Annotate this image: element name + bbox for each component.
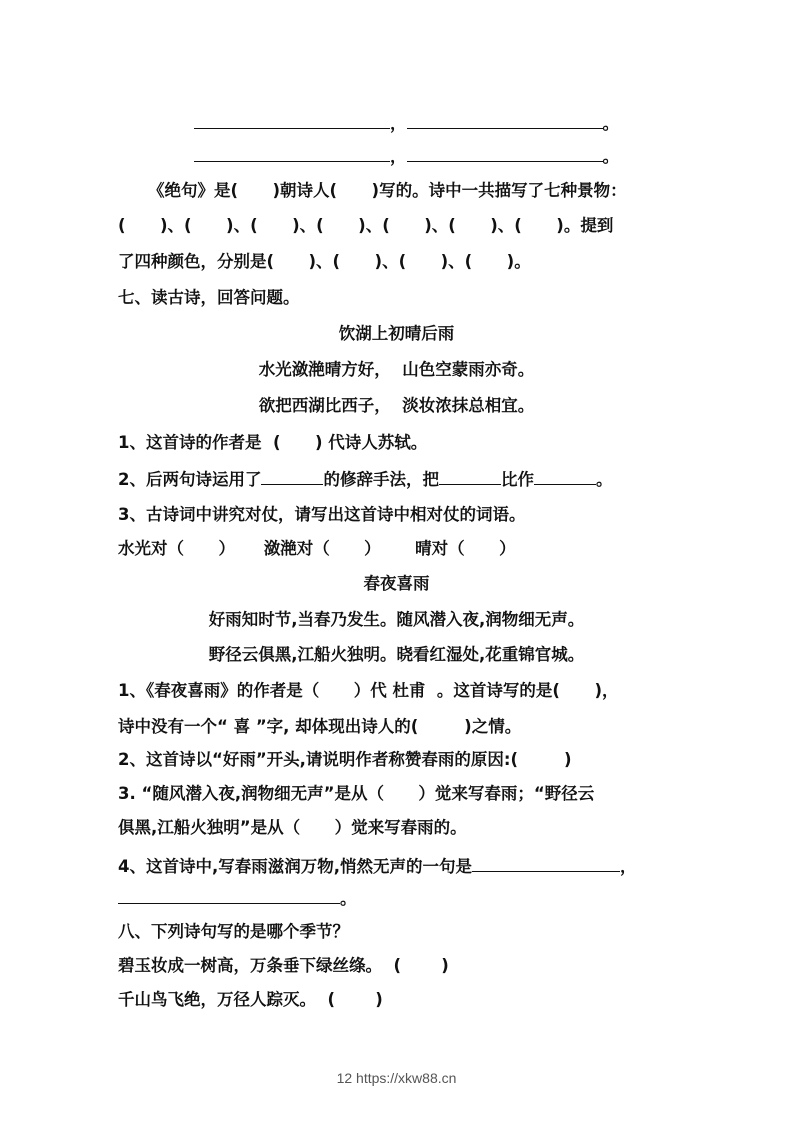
poem2-question-4a (118, 855, 637, 878)
comma: ， (620, 857, 637, 876)
poem1-question-3-pairs: 水光对（ ） 潋滟对（ ） 晴对（ ） (118, 539, 516, 558)
season-question-1: 碧玉妆成一树高，万条垂下绿丝绦。 ( ) (118, 956, 449, 975)
poem2-question-1b: 诗中没有一个“ 喜 ”字, 却体现出诗人的( )之情。 (118, 717, 522, 736)
text: 。 (595, 470, 613, 489)
poem2-line-1: 好雨知时节,当春乃发生。随风潜入夜,润物细无声。 (208, 610, 585, 629)
blank[interactable] (194, 112, 390, 129)
text: 4、这首诗中,写春雨滋润万物,悄然无声的一句是 (118, 857, 473, 876)
poem1-line-1: 水光潋滟晴方好， 山色空蒙雨亦奇。 (258, 360, 535, 379)
season-question-2: 千山鸟飞绝，万径人踪灭。 ( ) (118, 990, 383, 1009)
poem1-question-1: 1、这首诗的作者是 ( ) 代诗人苏轼。 (118, 433, 428, 452)
poem2-line-2: 野径云俱黑,江船火独明。晓看红湿处,花重锦官城。 (208, 645, 585, 664)
poem2-question-2: 2、这首诗以“好雨”开头,请说明作者称赞春雨的原因:( ) (118, 750, 572, 769)
blank[interactable] (194, 145, 390, 162)
poem2-title: 春夜喜雨 (363, 574, 430, 593)
blank[interactable] (439, 468, 501, 485)
comma: ， (390, 114, 407, 133)
text: 2、后两句诗运用了 (118, 470, 262, 489)
poem2-question-4b (118, 887, 357, 910)
poem2-question-3b: 俱黑,江船火独明”是从（ ）觉来写春雨的。 (118, 818, 467, 837)
poem1-question-3: 3、古诗词中讲究对仗，请写出这首诗中相对仗的词语。 (118, 505, 526, 524)
jueju-question-3: 了四种颜色，分别是( )、( )、( )、( )。 (118, 252, 531, 271)
poem1-title: 饮湖上初晴后雨 (338, 324, 455, 343)
period: 。 (602, 147, 619, 166)
period: 。 (602, 114, 619, 133)
poem2-question-1a: 1、《春夜喜雨》的作者是（ ）代 杜甫 。这首诗写的是( )， (118, 681, 619, 700)
poem2-question-3a: 3. “随风潜入夜,润物细无声”是从（ ）觉来写春雨；“野径云 (118, 784, 595, 803)
blank[interactable] (534, 468, 596, 485)
blank[interactable] (118, 887, 340, 904)
comma: ， (390, 147, 407, 166)
answer-row-1 (194, 112, 619, 135)
answer-row-2 (194, 145, 619, 168)
poem1-question-2 (118, 468, 612, 491)
blank[interactable] (261, 468, 323, 485)
blank[interactable] (407, 145, 603, 162)
blank[interactable] (407, 112, 603, 129)
section-7-heading: 七、读古诗，回答问题。 (118, 288, 300, 307)
poem1-line-2: 欲把西湖比西子， 淡妆浓抹总相宜。 (258, 396, 535, 415)
section-8-heading: 八、下列诗句写的是哪个季节？ (118, 922, 349, 941)
page-footer: 12 https://xkw88.cn (336, 1070, 457, 1086)
blank[interactable] (472, 855, 620, 872)
text: 的修辞手法，把 (323, 470, 439, 489)
jueju-question-1: 《绝句》是( )朝诗人( )写的。诗中一共描写了七种景物： (148, 181, 627, 200)
text: 比作 (500, 470, 534, 489)
jueju-question-2: ( )、( )、( )、( )、( )、( )、( )。提到 (118, 216, 614, 235)
period: 。 (340, 889, 357, 908)
